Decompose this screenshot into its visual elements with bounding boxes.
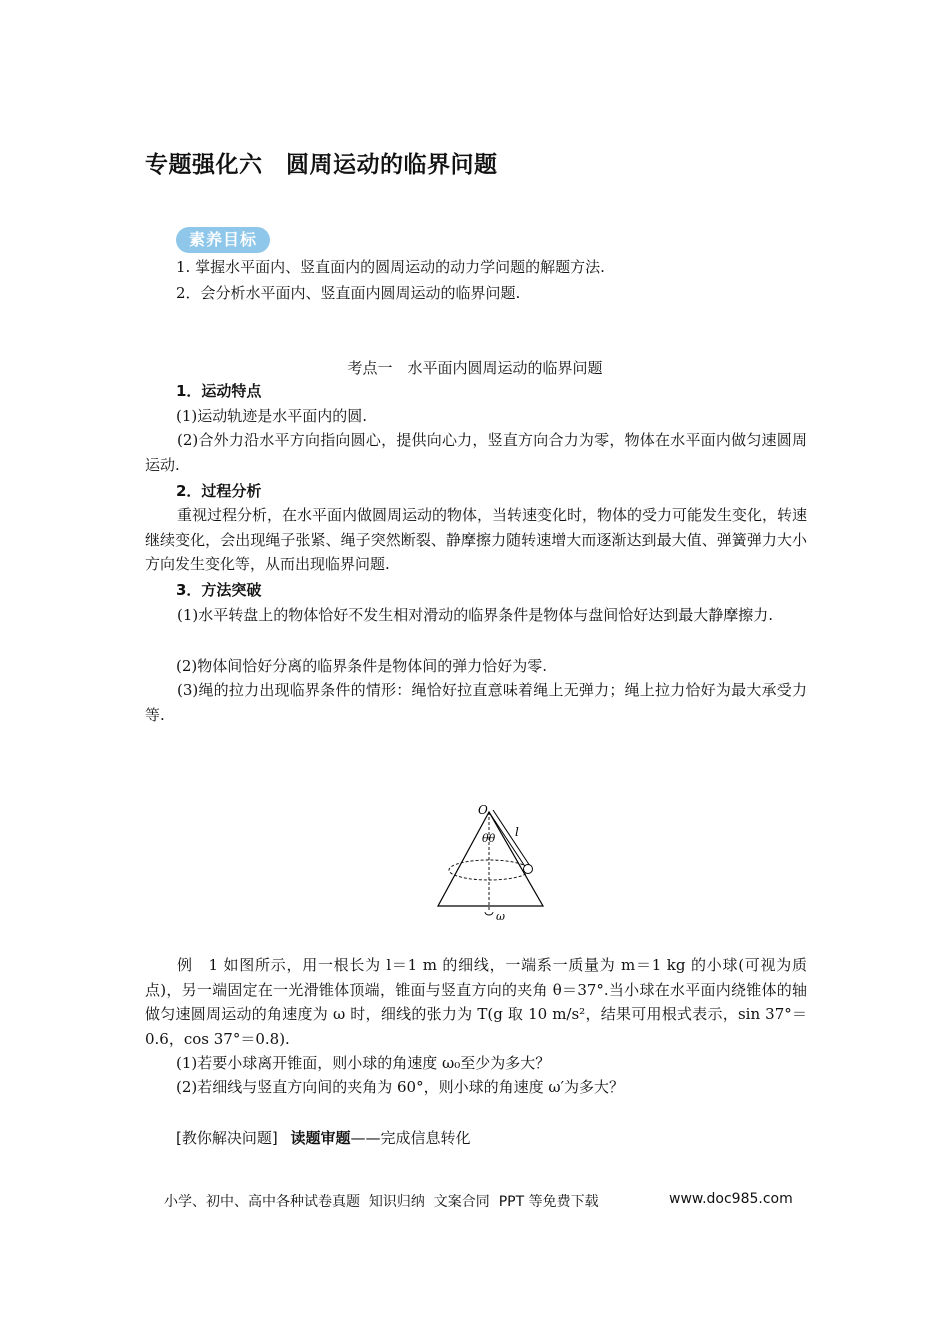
question-2: (2)若细线与竖直方向间的夹角为 60°，则小球的角速度 ω′为多大？ [176, 1078, 625, 1096]
hint-line [176, 1128, 471, 1148]
goal-item-1: 1. 掌握水平面内、竖直面内的圆周运动的动力学问题的解题方法. [176, 258, 605, 276]
paragraph-6: (3)绳的拉力出现临界条件的情形：绳恰好拉直意味着绳上无弹力；绳上拉力恰好为最大承受力等. [145, 681, 807, 724]
hint-rest: ——完成信息转化 [350, 1129, 471, 1147]
paragraph-3: 重视过程分析，在水平面内做圆周运动的物体，当转速变化时，物体的受力可能发生变化，转速继续变化，会出现绳子张紧、绳子突然断裂、静摩擦力随转速增大而逐渐达到最大值、弹簧弹力大小方向发生变化等，从而出现临界问题. [145, 506, 808, 573]
page-title: 专题强化六 圆周运动的临界问题 [145, 152, 498, 178]
string-line-b [493, 810, 530, 866]
goal-item-2: 2．会分析水平面内、竖直面内圆周运动的临界问题. [176, 284, 521, 302]
paragraph-2: (2)合外力沿水平方向指向圆心，提供向心力，竖直方向合力为零，物体在水平面内做匀速圆周运动. [145, 431, 807, 474]
label-omega: ω [496, 910, 505, 923]
hint-bold: 读题审题 [290, 1129, 351, 1147]
paragraph-5: (2)物体间恰好分离的临界条件是物体间的弹力恰好为零. [176, 657, 548, 675]
cone-figure [430, 798, 555, 928]
hint-bracket: [教你解决问题] [176, 1129, 278, 1147]
question-1: (1)若要小球离开锥面，则小球的角速度 ω₀至少为多大？ [176, 1054, 551, 1072]
footer-url[interactable]: www.doc985.com [669, 1191, 793, 1207]
footer-text: 小学、初中、高中各种试卷真题 知识归纳 文案合同 PPT 等免费下载 [164, 1194, 599, 1210]
label-o: O [478, 803, 488, 817]
subheading-method: 3．方法突破 [176, 581, 262, 599]
paragraph-1: (1)运动轨迹是水平面内的圆. [176, 407, 368, 425]
goals-badge: 素养目标 [176, 227, 270, 253]
label-theta: θθ [482, 832, 496, 845]
section-heading: 考点一 水平面内圆周运动的临界问题 [347, 359, 603, 377]
label-l: l [515, 825, 519, 839]
rotation-arrow-icon [485, 912, 493, 915]
example-text: 例 1 如图所示，用一根长为 l＝1 m 的细线，一端系一质量为 m＝1 kg 的小球(可视为质点)，另一端固定在一光滑锥体顶端，锥面与竖直方向的夹角 θ＝37°.当小球在水平面内绕锥体的轴做匀速圆周运动的角速度为 ω 时，细线的张力为 T(g 取 10 m/s²，结果可用根式表示，sin 37°＝0.6，cos 37°＝0.8). [145, 956, 807, 1048]
ball [524, 865, 533, 874]
cone-outline [438, 812, 543, 906]
subheading-process-analysis: 2．过程分析 [176, 482, 262, 500]
subheading-motion-features: 1．运动特点 [176, 382, 262, 400]
paragraph-4: (1)水平转盘上的物体恰好不发生相对滑动的临界条件是物体与盘间恰好达到最大静摩擦力. [177, 606, 774, 624]
